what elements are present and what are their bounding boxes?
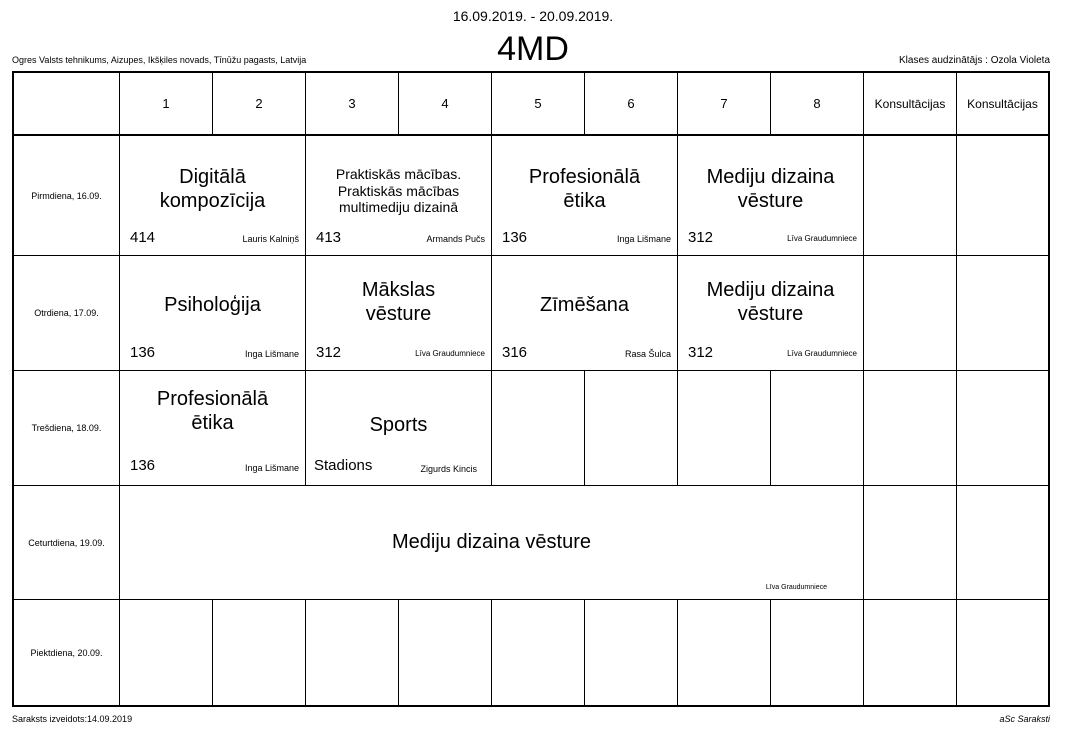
class-teacher: Klases audzinātājs : Ozola Violeta [898, 55, 1050, 66]
lesson-room: 312 [688, 229, 714, 246]
lesson-subject: Praktiskās mācības. Praktiskās mācības multimediju dizainā [335, 165, 462, 216]
lesson-teacher: Zigurds Kincis [420, 464, 477, 474]
lesson-room: 316 [502, 344, 528, 361]
day-friday: Piektdiena, 20.09. [30, 647, 103, 658]
lesson-subject: Mediju dizaina vēsture [706, 166, 835, 212]
footer-brand: aSc Saraksti [999, 714, 1050, 724]
lesson-card[interactable] [120, 371, 305, 485]
grid-line [770, 599, 771, 705]
lesson-room: Stadions [314, 457, 373, 474]
column-header-3: 3 [348, 96, 356, 111]
column-header-7: 7 [720, 96, 728, 111]
lesson-card[interactable] [120, 486, 863, 599]
lesson-card[interactable] [492, 256, 677, 370]
column-header-5: 5 [534, 96, 542, 111]
day-thursday: Ceturtdiena, 19.09. [28, 537, 105, 548]
lesson-room: 413 [316, 229, 342, 246]
lesson-subject: Profesionālā ētika [528, 166, 641, 212]
lesson-teacher: Rasa Šulca [624, 349, 671, 359]
day-wednesday: Trešdiena, 18.09. [31, 423, 102, 433]
lesson-teacher: Inga Lišmane [244, 463, 299, 473]
grid-line [584, 370, 585, 485]
grid-line [863, 73, 864, 705]
lesson-room: 136 [130, 457, 156, 474]
lesson-card[interactable] [120, 136, 305, 255]
grid-line [584, 599, 585, 705]
lesson-subject: Digitālā kompozīcija [159, 166, 266, 212]
column-header-8: 8 [813, 96, 821, 111]
day-tuesday: Otrdiena, 17.09. [34, 308, 99, 318]
lesson-card[interactable] [306, 136, 491, 255]
grid-line [956, 73, 957, 705]
day-monday: Pirmdiena, 16.09. [31, 190, 102, 201]
grid-line [491, 599, 492, 705]
lesson-subject: Mediju dizaina vēsture [392, 531, 591, 553]
column-header-4: 4 [441, 96, 449, 111]
lesson-card[interactable] [678, 136, 863, 255]
lesson-teacher: Inga Lišmane [244, 349, 299, 359]
school-address: Ogres Valsts tehnikums, Aizupes, Ikšķiles novads, Tīnūžu pagasts, Latvija [12, 55, 307, 65]
timetable-grid [12, 71, 1050, 707]
lesson-teacher: Līva Graudumniece [787, 349, 857, 358]
grid-line [398, 599, 399, 705]
lesson-subject: Psiholoģija [164, 294, 261, 316]
lesson-subject: Zīmēšana [540, 294, 629, 316]
lesson-teacher: Inga Lišmane [616, 234, 671, 244]
lesson-teacher: Armands Pučs [426, 234, 485, 244]
lesson-subject: Profesionālā ētika [156, 388, 269, 434]
lesson-card[interactable] [678, 256, 863, 370]
lesson-teacher: Līva Graudumniece [415, 349, 485, 358]
lesson-room: 312 [316, 344, 342, 361]
lesson-subject: Sports [369, 414, 428, 436]
lesson-card[interactable] [492, 136, 677, 255]
grid-line [14, 599, 1048, 600]
grid-line [212, 599, 213, 705]
lesson-teacher: Lauris Kalniņš [242, 234, 299, 244]
lesson-subject: Mākslas vēsture [361, 279, 436, 325]
lesson-card[interactable] [120, 256, 305, 370]
lesson-teacher: Līva Graudumniece [787, 234, 857, 243]
lesson-card[interactable] [306, 256, 491, 370]
grid-line [770, 370, 771, 485]
lesson-subject: Mediju dizaina vēsture [706, 279, 835, 325]
column-header-2: 2 [255, 96, 263, 111]
grid-line [305, 599, 306, 705]
footer-created-date: Saraksts izveidots:14.09.2019 [12, 714, 133, 724]
column-header-6: 6 [627, 96, 635, 111]
class-title: 4MD [497, 30, 569, 68]
grid-line [677, 599, 678, 705]
lesson-room: 136 [502, 229, 528, 246]
column-header-consultations-1: Konsultācijas [874, 96, 946, 111]
lesson-room: 312 [688, 344, 714, 361]
lesson-room: 414 [130, 229, 156, 246]
column-header-consultations-2: Konsultācijas [967, 96, 1038, 111]
date-range: 16.09.2019. - 20.09.2019. [452, 8, 614, 24]
lesson-room: 136 [130, 344, 156, 361]
column-header-1: 1 [162, 96, 170, 111]
lesson-card[interactable] [306, 371, 491, 485]
lesson-teacher: Līva Graudumniece [765, 584, 827, 591]
